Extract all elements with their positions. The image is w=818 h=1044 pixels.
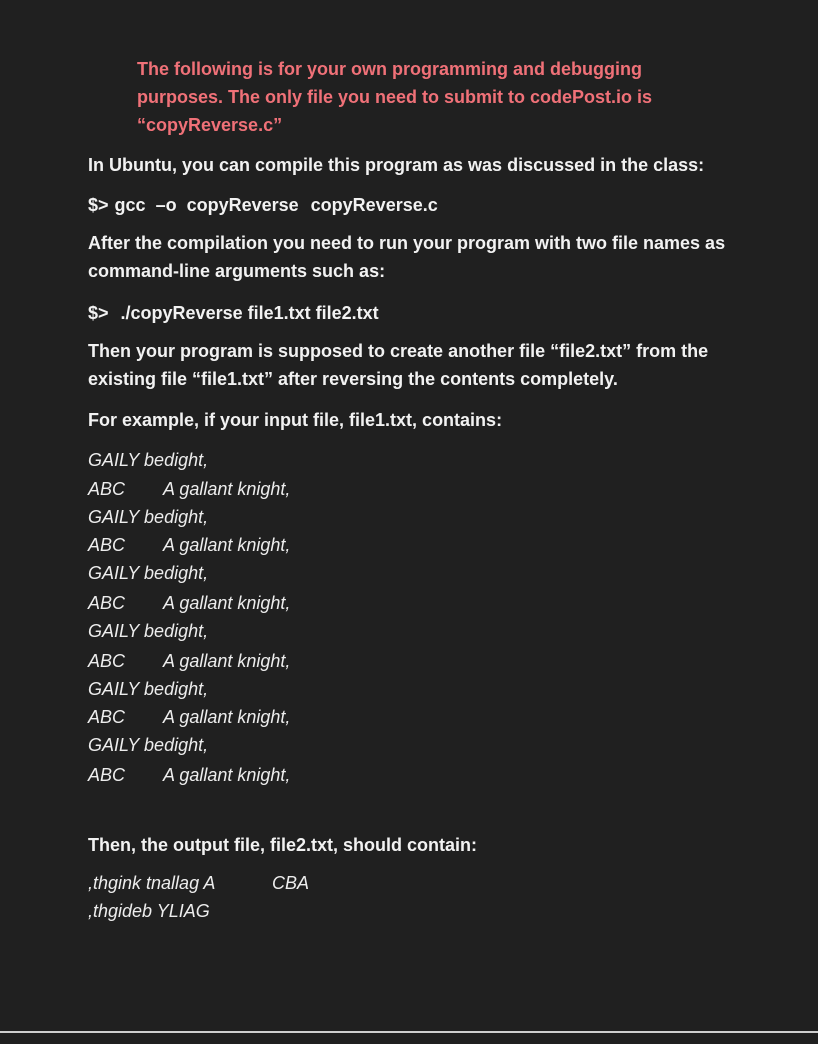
input-line: ABC A gallant knight, [88,535,291,555]
compile-part-source: copyReverse.c [310,195,438,215]
input-line: ABC A gallant knight, [88,707,291,727]
output-intro: Then, the output file, file2.txt, should contain: [88,835,477,855]
input-line: ABC A gallant knight, [88,765,291,785]
submission-note: The following is for your own programming and debugging purposes. The only file you need to submit to codePost.io is “copyReverse.c” [137,59,653,135]
run-intro: After the compilation you need to run your program with two file names as command-line arguments such as: [88,233,726,281]
input-line: ABC A gallant knight, [88,651,291,671]
input-line: ABC A gallant knight, [88,593,291,613]
run-command [88,299,379,327]
output-line: ,thgink tnallag A CBA [88,873,310,893]
explanation-paragraph: Then your program is supposed to create another file “file2.txt” from the existing file “file1.txt” after reversing the contents completely. [88,341,709,389]
input-line: GAILY bedight, [88,563,209,583]
output-line: ,thgideb YLIAG [88,901,210,921]
compile-part-flag: –o [155,195,177,215]
input-line: GAILY bedight, [88,450,209,470]
compile-command [88,191,438,219]
input-line: GAILY bedight, [88,679,209,699]
input-line: GAILY bedight, [88,735,209,755]
example-intro: For example, if your input file, file1.txt, contains: [88,410,503,430]
input-line: GAILY bedight, [88,621,209,641]
input-line: ABC A gallant knight, [88,479,291,499]
run-prompt: $> [88,303,109,323]
compile-intro: In Ubuntu, you can compile this program as was discussed in the class: [88,155,705,175]
input-line: GAILY bedight, [88,507,209,527]
run-command-text: ./copyReverse file1.txt file2.txt [120,303,379,323]
compile-part-output: copyReverse [186,195,299,215]
compile-prompt: $> [88,195,109,215]
compile-part-gcc: gcc [114,195,146,215]
page-divider [0,1031,818,1033]
